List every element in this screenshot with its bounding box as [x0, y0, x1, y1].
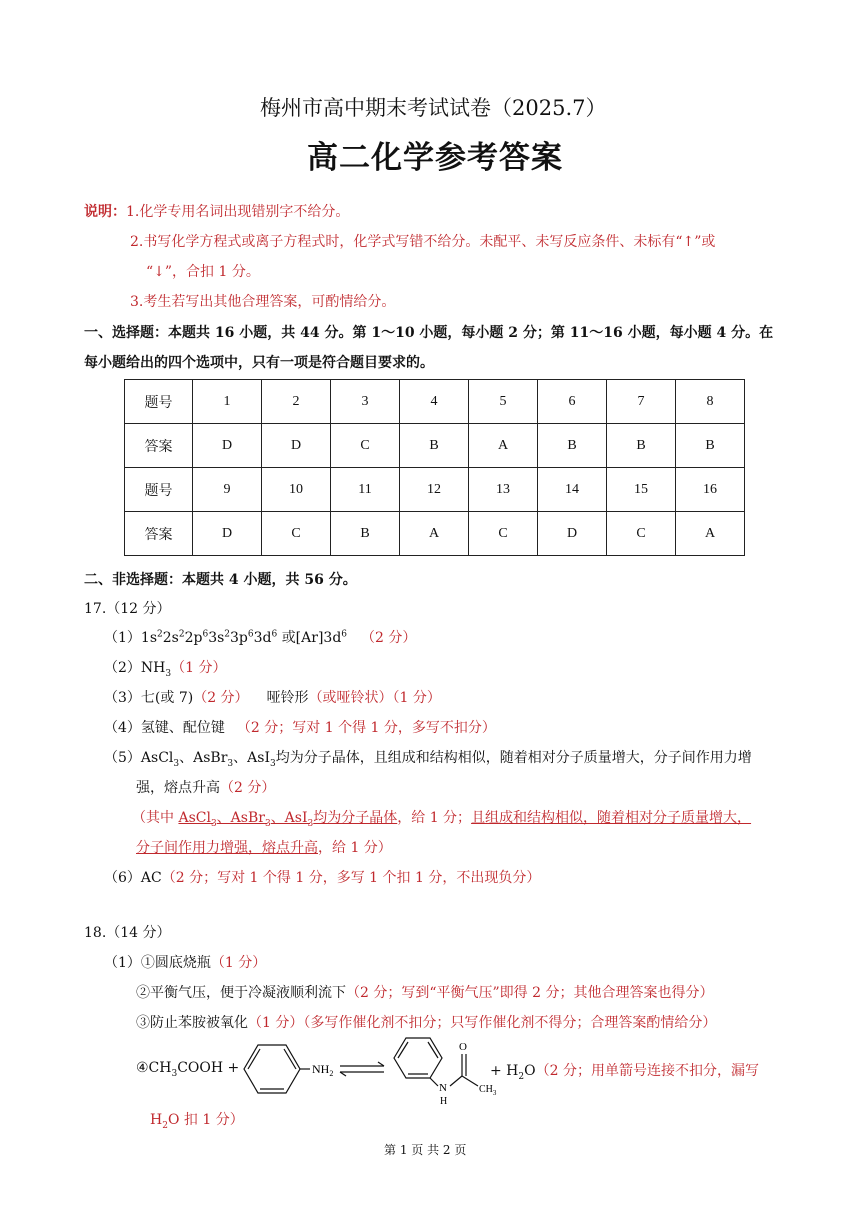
q17-part5-line1 [104, 747, 752, 769]
table-cell: 1 [193, 380, 262, 424]
table-cell: 16 [676, 468, 745, 512]
note-underlined-text: 均为分子晶体 [313, 810, 398, 826]
section1-line2: 每小题给出的四个选项中，只有一项是符合题目要求的。 [84, 355, 434, 371]
score: （1 分）（多写作催化剂不扣分；只写作催化剂不得分；合理答案酌情给分） [248, 1015, 717, 1031]
score: （1 分） [171, 660, 227, 676]
table-cell: D [193, 512, 262, 556]
score: （2 分；写到“平衡气压”即得 2 分；其他合理答案也得分） [346, 985, 714, 1001]
score: （2 分；写对 1 个得 1 分，多写不扣分） [236, 720, 496, 736]
q17-part6 [104, 867, 540, 887]
score: （2 分；写对 1 个得 1 分，多写 1 个扣 1 分，不出现负分） [161, 870, 541, 886]
q18-heading: 18.（14 分） [84, 925, 171, 941]
q17-part5-note-line1 [132, 807, 751, 829]
table-cell: 11 [331, 468, 400, 512]
q17-part5-note-line2 [136, 837, 392, 857]
note-underlined: 且组成和结构相似，随着相对分子质量增大， [471, 810, 752, 826]
score: （2 分） [361, 630, 417, 646]
q17-part5-line2 [136, 777, 275, 797]
note-label: 说明： [84, 204, 126, 220]
part-label: （1） [104, 955, 141, 971]
score: （2 分） [193, 690, 249, 706]
part-label: （4） [104, 720, 141, 736]
table-header-answer: 答案 [125, 512, 193, 556]
answer-text: ①圆底烧瓶 [140, 955, 211, 971]
table-cell: 7 [607, 380, 676, 424]
reactant: COOH + [177, 1060, 240, 1076]
answer-text: 哑铃形 [266, 690, 309, 706]
score: （2 分） [220, 780, 276, 796]
table-cell: B [676, 424, 745, 468]
table-cell: B [331, 512, 400, 556]
table-cell: C [469, 512, 538, 556]
answer-text: 氢键、配位键 [140, 720, 225, 736]
note-1-text: 1.化学专用名词出现错别字不给分。 [126, 204, 350, 220]
table-cell: 13 [469, 468, 538, 512]
score: O 扣 1 分） [167, 1112, 244, 1128]
amine-label: $NH_2$ [312, 1062, 334, 1078]
table-cell: B [607, 424, 676, 468]
answer-text: 七(或 7) [140, 690, 194, 706]
table-row-q2 [125, 468, 745, 512]
table-cell: 9 [193, 468, 262, 512]
note-underlined: 分子间作用力增强，熔点升高 [136, 840, 318, 856]
hydrogen-label: H [440, 1096, 448, 1107]
table-header-question: 题号 [125, 380, 193, 424]
formula: NH [140, 660, 166, 676]
section2-title: 二、非选择题：本题共 4 小题，共 56 分。 [84, 572, 357, 588]
note-1 [84, 201, 349, 221]
reaction-reactant-text: $④CH_3COOH$ + [136, 1060, 240, 1079]
answer-text: 强，熔点升高 [136, 780, 220, 796]
table-cell: D [262, 424, 331, 468]
table-header-question: 题号 [125, 468, 193, 512]
part-label: （1） [104, 630, 141, 646]
table-row-q1 [125, 380, 745, 424]
q17-part4 [104, 717, 496, 737]
table-cell: A [676, 512, 745, 556]
note-underlined: AsCl$_3$、AsBr$_3$、AsI$_3$均为分子晶体 [178, 810, 398, 829]
table-cell: 15 [607, 468, 676, 512]
product: O [524, 1063, 536, 1079]
table-cell: A [400, 512, 469, 556]
benzene-ring-icon [244, 1045, 310, 1093]
table-cell: 3 [331, 380, 400, 424]
part-label: （3） [104, 690, 141, 706]
q17-heading: 17.（12 分） [84, 601, 171, 617]
note-text: （其中 [132, 810, 179, 826]
answer-table [124, 379, 745, 556]
electron-config-alt: 或[Ar]3d [281, 630, 342, 646]
table-cell: 6 [538, 380, 607, 424]
table-cell: 4 [400, 380, 469, 424]
table-cell: C [607, 512, 676, 556]
page-title: 高二化学参考答案 [307, 140, 563, 176]
electron-config: $1s^22s^22p^63s^23p^63d^6$ [140, 629, 278, 646]
table-cell: B [538, 424, 607, 468]
table-cell: 2 [262, 380, 331, 424]
methyl-label: $CH_3$ [479, 1084, 497, 1097]
table-row-a1 [125, 424, 745, 468]
answer-text: AC [140, 870, 162, 886]
table-cell: A [469, 424, 538, 468]
table-cell: D [193, 424, 262, 468]
q18-part1-s2 [136, 982, 713, 1002]
reaction-product-water: + $H_2O(2$ 分；用单箭号连接不扣分，漏写 [490, 1063, 759, 1082]
product: + H [490, 1063, 519, 1079]
table-row-a2 [125, 512, 745, 556]
reaction-score-tail: $H_2O$ 扣 1 分） [150, 1112, 244, 1131]
page-number: 第 1 页 共 2 页 [384, 1143, 467, 1157]
table-cell: 8 [676, 380, 745, 424]
score: （或哑铃状）（1 分） [308, 690, 441, 706]
part-label: （5） [104, 750, 141, 766]
answer-text: 均为分子晶体，且组成和结构相似，随着相对分子质量增大，分子间作用力增 [275, 750, 752, 766]
note-2-line2: “↓”，合扣 1 分。 [146, 264, 260, 280]
q17-part2: $(2)NH_3(1$ 分） [104, 660, 227, 679]
note-2-line1: 2.书写化学方程式或离子方程式时，化学式写错不给分。未配平、未写反应条件、未标有“↑”或 [130, 234, 716, 250]
part-label: （2） [104, 660, 141, 676]
q18-part1-s1 [104, 952, 266, 972]
q17-part3 [104, 687, 441, 707]
exam-title: 梅州市高中期末考试试卷（2025.7） [260, 96, 607, 120]
score: （2 分；用单箭号连接不扣分，漏写 [535, 1063, 759, 1079]
note-3: 3.考生若写出其他合理答案，可酌情给分。 [130, 294, 396, 310]
answer-text: ②平衡气压，便于冷凝液顺利流下 [136, 985, 346, 1001]
score: （1 分） [210, 955, 267, 971]
reactant: ④CH [136, 1060, 172, 1076]
oxygen-label: O [459, 1041, 467, 1053]
table-cell: 5 [469, 380, 538, 424]
score: H [150, 1112, 163, 1128]
table-cell: B [400, 424, 469, 468]
table-cell: D [538, 512, 607, 556]
section1-line1: 一、选择题：本题共 16 小题，共 44 分。第 1～10 小题，每小题 2 分；第 11～16 小题，每小题 4 分。在 [84, 325, 774, 341]
nitrogen-label: N [439, 1082, 447, 1094]
equilibrium-arrow-icon [340, 1062, 384, 1076]
formulas: AsCl$_3$、AsBr$_3$、AsI$_3$ [140, 750, 276, 769]
part-label: （6） [104, 870, 141, 886]
note-text: ，给 1 分； [397, 810, 472, 826]
table-cell: C [331, 424, 400, 468]
table-cell: 10 [262, 468, 331, 512]
note-text: ，给 1 分） [318, 840, 392, 856]
table-cell: 12 [400, 468, 469, 512]
table-header-answer: 答案 [125, 424, 193, 468]
table-cell: C [262, 512, 331, 556]
table-cell: 14 [538, 468, 607, 512]
q17-part1: $(1)1s^22s^22p^63s^23p^63d^6$ 或$[Ar]3d^6$ （2 分） [104, 629, 417, 646]
answer-text: ③防止苯胺被氧化 [136, 1015, 248, 1031]
